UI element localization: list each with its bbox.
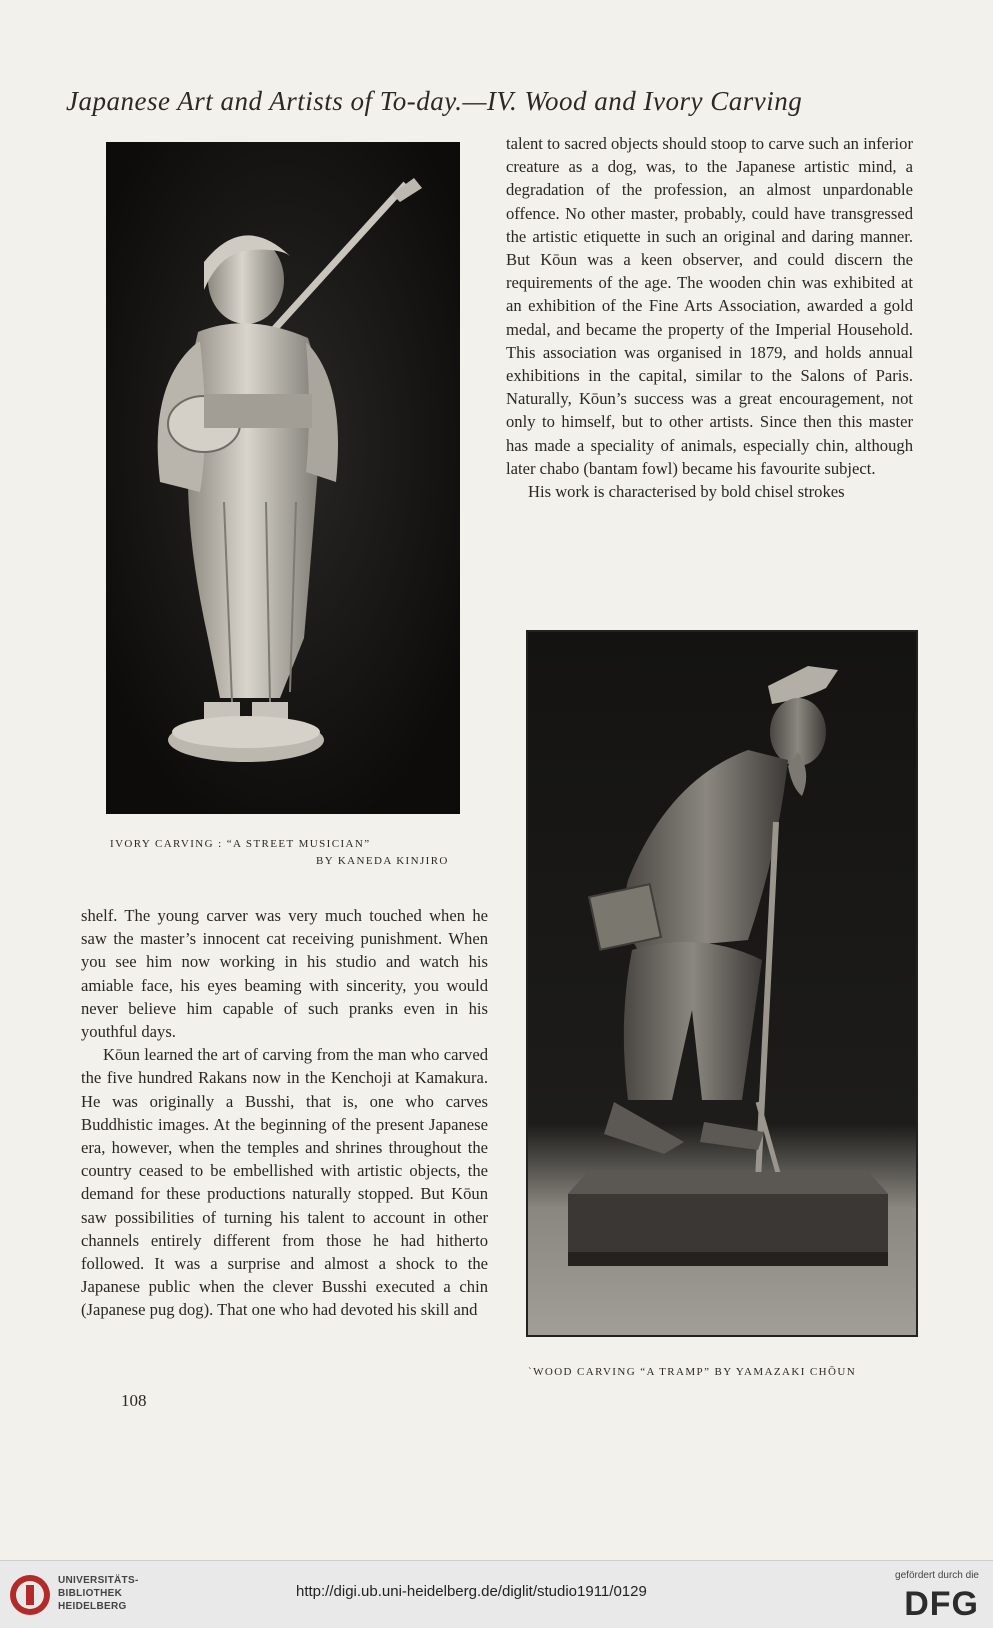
dfg-logo: DFG: [904, 1585, 979, 1623]
photo-tramp: [526, 630, 918, 1337]
caption-tramp: ˋWOOD CARVING “A TRAMP” BY YAMAZAKI CHŌUN: [528, 1366, 857, 1378]
permalink[interactable]: http://digi.ub.uni-heidelberg.de/diglit/studio1911/0129: [296, 1583, 647, 1600]
page-number: 108: [121, 1391, 147, 1410]
funding-note: gefördert durch die: [895, 1570, 979, 1581]
university-seal-icon: [8, 1573, 52, 1617]
paragraph: Kōun learned the art of carving from the man who carved the five hundred Rakans now in the Kenchoji at Kamakura. He was originally a Busshi, that is, one who carves Buddhistic images. At the beginning of the present Japanese era, however, when the temples and shrines throughout the country ceased to be embellished with artistic objects, the demand for these productions naturally stopped. But Kōun saw possibilities of turning his talent to account in other channels entirely different from those he had hitherto followed. It was a surprise and almost a shock to the Japanese public when the clever Busshi executed a chin (Japanese pug dog). That one who had devoted his skill and: [81, 1045, 488, 1320]
paragraph: His work is characterised by bold chisel strokes: [528, 482, 845, 502]
viewer-footer: [0, 1560, 993, 1628]
running-head: Japanese Art and Artists of To-day.—IV. Wood and Ivory Carving: [66, 86, 803, 116]
institution-name: UNIVERSITÄTS- BIBLIOTHEK HEIDELBERG: [58, 1575, 139, 1612]
text-column-left: [81, 904, 488, 1322]
paragraph: talent to sacred objects should stoop to carve such an inferior creature as a dog, was, to the Japanese artistic mind, a degradation of the profession, an almost unpardonable offence. No other master, probably, could have transgressed the artistic etiquette in such an original and daring manner. But Kōun was a keen observer, and could discern the requirements of the age. The wooden chin was exhibited at an exhibition of the Fine Arts Association, awarded a gold medal, and became the property of the Imperial Household. This association was organised in 1879, and holds annual exhibitions in the capital, similar to the Salons of Paris. Naturally, Kōun’s success was a great encouragement, not only to himself, but to other artists. Since then this master has made a speciality of animals, especially chin, although later chabo (bantam fowl) became his favourite subject.: [506, 134, 913, 478]
paragraph: shelf. The young carver was very much touched when he saw the master’s innocent cat receiving punishment. When you see him now working in his studio and watch his amiable face, his eyes beaming with sincerity, you would never believe him capable of such pranks even in his youthful days.: [81, 906, 488, 1042]
text-column-right: [506, 132, 913, 503]
photo-street-musician: [106, 142, 460, 814]
caption-street-musician-artist: BY KANEDA KINJIRO: [316, 855, 449, 867]
caption-street-musician-title: IVORY CARVING : “A STREET MUSICIAN”: [110, 838, 371, 850]
